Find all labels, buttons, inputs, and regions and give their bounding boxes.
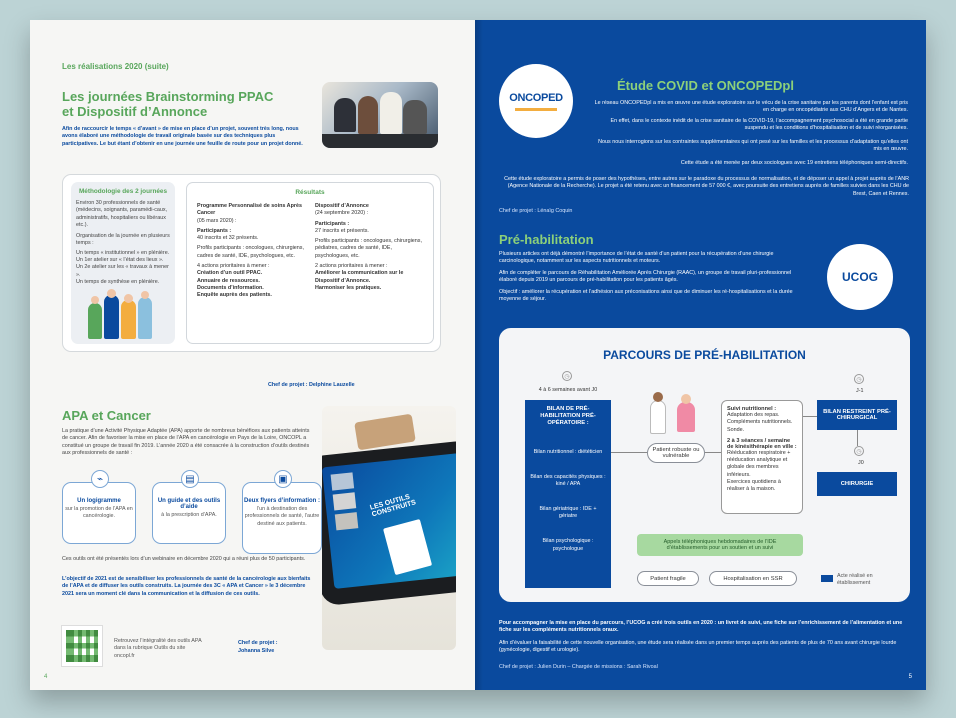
tool-guide-card [152,473,226,544]
left-page-number: 4 [44,674,48,680]
method-text: Environ 30 professionnels de santé (médecins, soignants, paramédi-caux, administratifs, hospitaliers ou libéraux etc.). [76,200,168,228]
meeting-photo [322,82,438,148]
tablet-photo [322,406,456,650]
prehab-paragraph-3: Objectif : améliorer la récupération et l’adhésion aux préconisations ainsi que de diminuer les ré-hospitalisations et la durée moyenne de séjour. [499,289,793,303]
covid-paragraph-3: Nous nous interrogions sur les contraintes supplémentaires qui ont pesé sur les familles et les processus d’adaptation qu’elles ont mis en œuvre. [598,139,908,153]
doctor-patient-illustration [642,392,706,440]
apa-webinar-text: Ces outils ont été présentés lors d’un webinaire en décembre 2020 qui a réuni plus de 50 participants. [62,556,306,562]
covid-title: Étude COVID et ONCOPEDpl [617,78,794,93]
results-column-ppac [197,203,307,300]
covid-paragraph-2: En effet, dans le contexte inédit de la crise sanitaire de la COVID-19, l’accompagnement psychosocial a été en grande partie suspendu et les conditions d’hospitalisation et de suivi réorganisées. [610,118,908,132]
ppac-participants-value: 40 inscrits et 32 présents. [197,235,259,242]
legend-swatch [821,575,833,582]
ucog-logo-circle [827,244,893,310]
kine-title: 2 à 3 séances / semaine de kinésithérapie en ville : [727,437,797,450]
prehab-title: Pré-habilitation [499,232,594,247]
flyer-icon: ▣ [274,470,292,488]
tool-guide-text: à la prescription d’APA. [161,512,217,518]
annonce-actions: 2 actions prioritaires à mener : [315,263,388,270]
method-item: Un temps « institutionnel » en plénière. [76,249,170,256]
ppac-profiles: Profils participants : oncologues, chirurgiens, cadres de santé, IDE, psychologues, etc. [197,245,304,259]
brainstorm-intro: Afin de raccourcir le temps « d’avant » de mise en place d’un projet, souvent très long, nous avons élaboré une méthodologie de travail originale basée sur des techniques plus participatives. Le but étant d’obtenir en une journée une feuille de route pour un projet donné. [62,126,303,147]
people-illustration [86,285,156,339]
covid-paragraph-5: Cette étude exploratoire a permis de poser des hypothèses, entre autres sur le paradoxe du processus de normalisation, et de déposer un appel à projet auprès de l’ANR (Agence Nationale de la Recherche). Le projet a été retenu avec un financement de 57 000 €, avec poursuite des entretiens auprès de familles suivies dans les CHU de Brest, Caen et Rennes. [504,176,909,197]
j0-label: J0 [858,460,864,466]
j0-clock-icon: ◷ [854,446,864,456]
bilan-restreint-block: BILAN RESTREINT PRÉ-CHIRURGICAL [817,400,897,430]
annonce-action-item: Améliorer la communication sur le Dispositif d’Annonce. [315,270,404,284]
bilan-item: Bilan des capacités physiques : kiné / APA [530,474,606,488]
closing-paragraph-2: Afin d’évaluer la faisabilité de cette nouvelle organisation, une étude sera réalisée dans un premier temps auprès des patients de plus de 70 ans avant chirurgie lourde (gynécologie, digestif et urologie). [499,640,897,654]
covid-paragraph-1: Le réseau ONCOPEDpl a mis en œuvre une étude exploratoire sur le vécu de la crise sanitaire par les parents dont l’enfant est pris en charge en oncopédiatrie aux CHU d’Angers et de Nantes. [594,100,908,114]
prehab-diagram [499,328,910,602]
j1-clock-icon: ◷ [854,374,864,384]
annonce-participants-label: Participants : [315,220,350,227]
ppac-action-item: Enquête auprès des patients. [197,292,272,299]
ppac-action-item: Création d’un outil PPAC. [197,270,263,277]
annonce-action-item: Harmoniser les pratiques. [315,284,382,291]
right-page [475,20,926,690]
arrow-j1-to-j0 [857,430,858,446]
tool-flyers-title: Deux flyers d’information : [243,498,320,504]
open-booklet [30,20,926,690]
suivi-item: Adaptation des repas. [727,412,780,418]
suivi-item: Sonde. [727,426,745,433]
brainstorm-title: Les journées Brainstorming PPAC et Dispositif d’Annonce [62,89,274,119]
bilan-item: Bilan nutritionnel : diététicien [533,448,603,455]
hospitalisation-pill: Hospitalisation en SSR [709,571,797,586]
prehab-paragraph-1: Plusieurs articles ont déjà démontré l’importance de l’état de santé d’un patient pour la récupération d’une chirurgie carcinologique, notamment sur les aspects nutritionnels et moteurs. [499,251,774,265]
brainstorm-lead: Chef de projet : Delphine Lauzelle [268,382,355,388]
results-panel [186,182,434,344]
apa-intro: La pratique d’une Activité Physique Adaptée (APA) apporte de nombreux bénéfices aux patients atteints de cancer. Afin de favoriser la mise en place de l’APA en cancérologie en Pays de la Loire, ONCOPL a constitué un groupe de travail fin 2019. L’année 2020 a été consacrée à la construction d’outils destinés aux professionnels de santé : [62,428,310,456]
chirurgie-block: CHIRURGIE [817,472,897,496]
ppac-actions: 4 actions prioritaires à mener : [197,263,270,270]
section-kicker: Les réalisations 2020 (suite) [62,62,169,71]
left-page [30,20,475,690]
arrow-suivi-to-j1 [803,416,817,417]
annonce-date: (24 septembre 2020) : [315,210,369,217]
qr-caption: Retrouvez l’intégralité des outils APA dans la rubrique Outils du site oncopl.fr [114,638,202,659]
apa-goal-text: L’objectif de 2021 est de sensibiliser les professionnels de santé de la cancérologie aux bienfaits de l’APA et de diffuser les outils construits. La journée des 3C « APA et Cancer » le 3 décembre 2021 sera un moment clé dans la communication et la diffusion de ces outils. [62,576,311,597]
legend-text: Acte réalisé en établissement [837,573,873,587]
closing-paragraph-1: Pour accompagner la mise en place du parcours, l’UCOG a créé trois outils en 2020 : un livret de suivi, une fiche sur l’enrichissement de l’alimentation et une fiche sur les compléments nutritionnels oraux. [499,620,903,634]
bilan-block [525,400,611,588]
patient-robust-pill: Patient robuste ou vulnérable [647,443,705,463]
method-text-2: Organisation de la journée en plusieurs temps : [76,233,170,247]
ppac-date: (05 mars 2020) : [197,217,237,224]
diagram-title: PARCOURS DE PRÉ-HABILITATION [603,348,806,362]
method-title: Méthodologie des 2 journées [78,188,168,195]
apa-title: APA et Cancer [62,408,151,423]
arrow-bilan-to-pill [611,452,647,453]
book-spine [475,20,483,690]
method-item: Un temps de synthèse en plénière. [76,278,160,285]
ucog-logo: UCOG [842,270,878,284]
bilan-item: Bilan gériatrique : IDE + gériatre [539,505,597,520]
apa-lead-name: Johanna Silve [238,648,275,654]
wooden-clipboard [354,414,416,451]
prehab-paragraph-2: Afin de compléter le parcours de Réhabilitation Améliorée Après Chirurgie (RAAC), un groupe de travail pluri-professionnel élaboré depuis 2019 un parcours de pré-habilitation pour les patients âgés. [499,270,792,284]
suivi-item: Compléments nutritionnels. [727,419,793,426]
diagram-weeks: 4 à 6 semaines avant J0 [538,387,598,393]
qr-code [62,626,102,666]
results-column-annonce [315,203,425,292]
results-title: Résultats [295,189,325,196]
weeks-clock-icon: ◷ [562,371,572,381]
tool-logigramme-text: sur la promotion de l’APA en cancérologie. [65,506,133,520]
flowchart-icon: ⌁ [91,470,109,488]
covid-paragraph-4: Cette étude a été menée par deux sociologues avec 19 entretiens téléphoniques semi-directifs. [680,160,908,166]
kine-item: Rééducation respiratoire + rééducation analytique et globale des membres inférieurs. [727,449,791,478]
guide-icon: ▤ [181,470,199,488]
tool-flyers-card [242,473,322,554]
tablet-screen-title: LES OUTILS CONSTRUITS [369,493,417,519]
closing-project-lead: Chef de projet : Julien Durin – Chargée de missions : Sarah Rivoal [499,664,658,670]
suivi-title: Suivi nutritionnel : [727,406,777,412]
covid-project-lead: Chef de projet : Lénaïg Coquin [499,208,573,214]
oncoped-logo: ONCOPED [509,91,563,104]
bilan-item: Bilan psychologique : psychologue [542,538,594,552]
right-page-number: 5 [908,674,912,680]
ppac-action-item: Annuaire de ressources. [197,277,260,284]
tool-guide-title: Un guide et des outils d’aide [157,498,221,510]
tool-logigramme-card [62,473,136,544]
ppac-participants-label: Participants : [197,227,232,234]
annonce-participants-value: 27 inscrits et présents. [315,227,369,234]
kine-item: Exercices quotidiens à réaliser à la maison. [727,479,781,493]
oncoped-logo-circle [499,64,573,138]
method-item: Un 1er atelier sur « l’état des lieux ». [76,257,164,264]
tool-logigramme-title: Un logigramme [77,498,121,504]
ppac-action-item: Documents d’information. [197,284,264,291]
annonce-profiles: Profils participants : oncologues, chirurgiens, pédiatres, cadres de santé, IDE, psychologues, etc. [315,238,422,259]
patient-fragile-pill: Patient fragile [637,571,699,586]
suivi-box [721,400,803,514]
method-item: Un 2e atelier sur les « travaux à mener ». [76,264,169,278]
ppac-title: Programme Personnalisé de soins Après Cancer [197,203,302,217]
tool-flyers-text: l’un à destination des professionnels de santé, l’autre destiné aux patients. [244,506,320,527]
calls-band: Appels téléphoniques hebdomadaires de l’IDE d’établissements pour un soutien et un suivi [637,534,803,556]
tablet-device [322,440,456,607]
brainstorm-results-box [62,174,441,352]
apa-lead-label: Chef de projet : [238,640,278,646]
j1-label: J-1 [856,388,864,394]
tablet-screen [322,453,456,589]
bilan-title: BILAN DE PRÉ-HABILITATION PRÉ-OPÉRATOIRE : [540,406,596,426]
arrow-pill-to-suivi [705,452,721,453]
annonce-title: Dispositif d’Annonce [315,203,369,209]
